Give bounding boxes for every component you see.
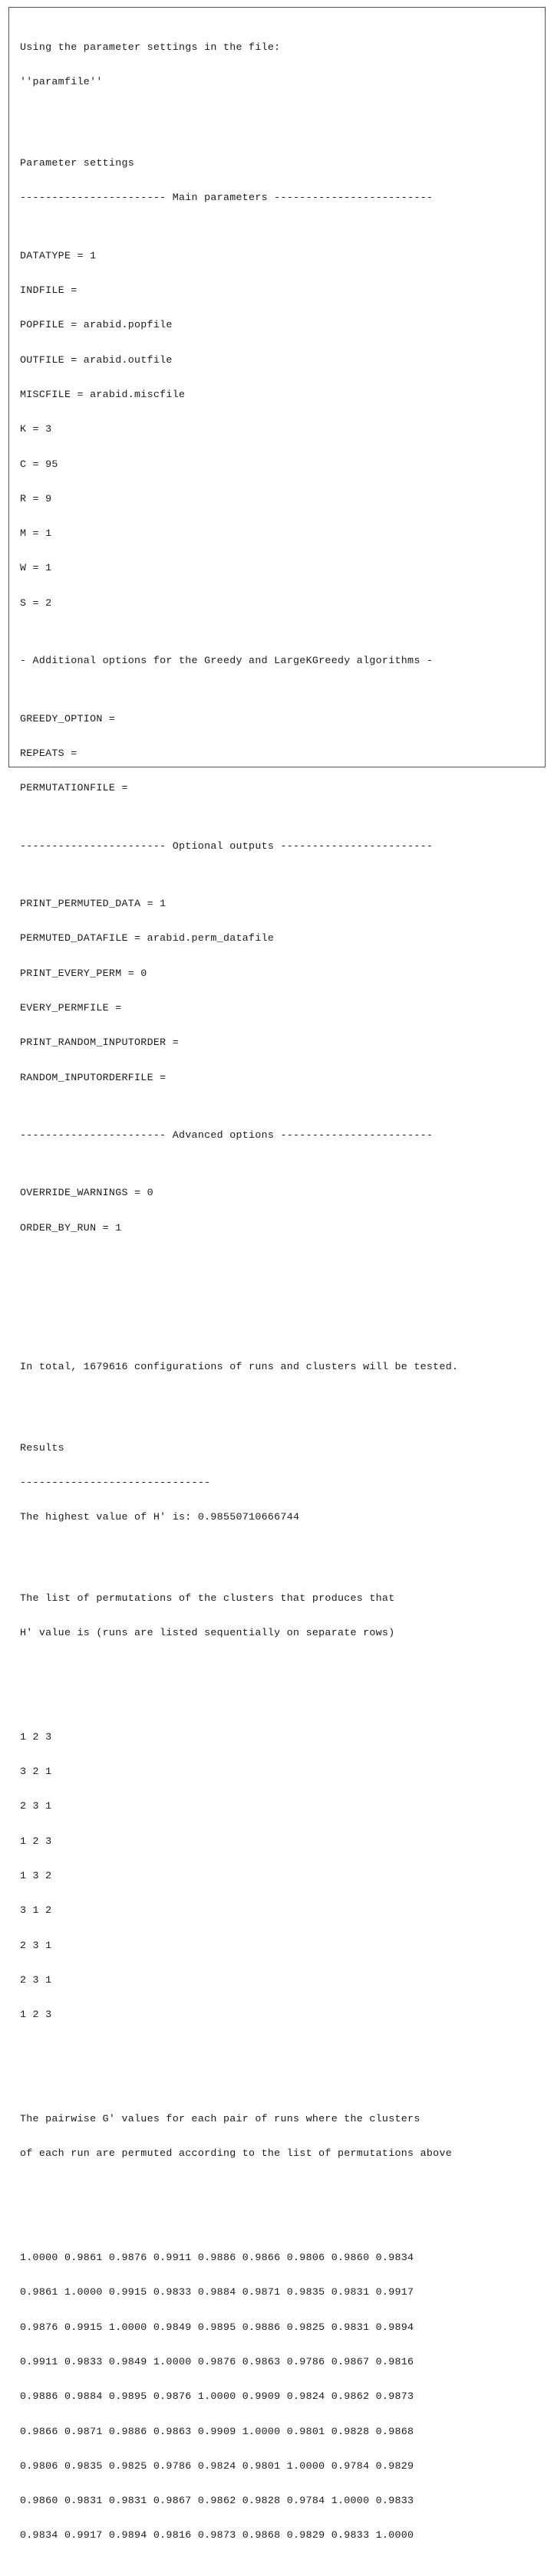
parameter-line: S = 2: [20, 596, 52, 609]
parameter-line: MISCFILE = arabid.miscfile: [20, 389, 186, 400]
advanced-options-list: [20, 1164, 542, 1257]
parameter-line: EVERY_PERMFILE =: [20, 1001, 122, 1014]
parameter-line: GREEDY_OPTION =: [20, 712, 116, 724]
parameter-line: PRINT_EVERY_PERM = 0: [20, 967, 147, 979]
parameter-line: OUTFILE = arabid.outfile: [20, 353, 173, 366]
blank-line: [20, 1546, 542, 1557]
matrix-row: 0.9861 1.0000 0.9915 0.9833 0.9884 0.9871 0.9835 0.9831 0.9917: [20, 2286, 414, 2298]
parameter-line: DATATYPE = 1: [20, 249, 97, 261]
main-parameters-separator: ----------------------- Main parameters -------------------------: [20, 192, 434, 204]
permutation-row: 1 2 3: [20, 1730, 52, 1743]
matrix-row: 0.9886 0.9884 0.9895 0.9876 1.0000 0.9909 0.9824 0.9862 0.9873: [20, 2390, 414, 2403]
matrix-row: 1.0000 0.9861 0.9876 0.9911 0.9886 0.9866 0.9806 0.9860 0.9834: [20, 2252, 414, 2264]
pairwise-matrix: [20, 2229, 542, 2564]
parameter-line: REPEATS =: [20, 747, 77, 759]
parameter-line: PERMUTATIONFILE =: [20, 782, 128, 794]
greedy-options-list: [20, 689, 542, 816]
results-heading: Results: [20, 1441, 64, 1454]
parameter-line: ORDER_BY_RUN = 1: [20, 1221, 122, 1234]
permutations-intro: The list of permutations of the clusters that produces that: [20, 1592, 395, 1604]
permutation-row: 2 3 1: [20, 1800, 52, 1812]
permutations-list: [20, 1708, 542, 2044]
blank-line: [20, 1661, 542, 1673]
parameter-line: RANDOM_INPUTORDERFILE =: [20, 1071, 167, 1083]
matrix-row: 0.9806 0.9835 0.9825 0.9786 0.9824 0.9801 1.0000 0.9784 0.9829: [20, 2459, 414, 2472]
blank-line: [20, 1315, 542, 1326]
results-separator: ------------------------------: [20, 1476, 211, 1488]
output-document: [20, 18, 542, 2576]
permutation-row: 3 1 2: [20, 1904, 52, 1917]
advanced-options-separator: ----------------------- Advanced options ------------------------: [20, 1129, 434, 1141]
blank-line: [20, 2067, 542, 2078]
highest-h-value-line: The highest value of H' is: 0.98550710666744: [20, 1511, 300, 1523]
matrix-row: 0.9866 0.9871 0.9886 0.9863 0.9909 1.0000 0.9801 0.9828 0.9868: [20, 2425, 414, 2437]
blank-line: [20, 1395, 542, 1407]
main-parameters-list: [20, 227, 542, 632]
pairwise-intro: The pairwise G' values for each pair of runs where the clusters: [20, 2112, 420, 2124]
permutation-row: 1 2 3: [20, 2009, 52, 2021]
matrix-row: 0.9911 0.9833 0.9849 1.0000 0.9876 0.9863 0.9786 0.9867 0.9816: [20, 2355, 414, 2367]
matrix-row: 0.9876 0.9915 1.0000 0.9849 0.9895 0.9886 0.9825 0.9831 0.9894: [20, 2321, 414, 2333]
parameter-line: M = 1: [20, 527, 52, 540]
permutation-row: 3 2 1: [20, 1766, 52, 1778]
matrix-row: 0.9834 0.9917 0.9894 0.9816 0.9873 0.9868 0.9829 0.9833 1.0000: [20, 2529, 414, 2542]
total-configurations-line: In total, 1679616 configurations of runs and clusters will be tested.: [20, 1360, 459, 1372]
parameter-line: PRINT_RANDOM_INPUTORDER =: [20, 1037, 179, 1049]
permutation-row: 2 3 1: [20, 1939, 52, 1951]
parameter-line: W = 1: [20, 562, 52, 574]
permutations-intro: H' value is (runs are listed sequentially on separate rows): [20, 1627, 395, 1639]
greedy-options-separator: - Additional options for the Greedy and LargeKGreedy algorithms -: [20, 655, 434, 667]
blank-line: [20, 1280, 542, 1291]
permutation-row: 1 3 2: [20, 1870, 52, 1881]
matrix-row: 0.9860 0.9831 0.9831 0.9867 0.9862 0.9828 0.9784 1.0000 0.9833: [20, 2495, 414, 2507]
parameter-line: POPFILE = arabid.popfile: [20, 319, 173, 331]
parameter-line: PERMUTED_DATAFILE = arabid.perm_datafile: [20, 932, 275, 945]
parameter-line: R = 9: [20, 492, 52, 504]
optional-outputs-separator: ----------------------- Optional outputs ------------------------: [20, 840, 434, 852]
optional-outputs-list: [20, 875, 542, 1106]
parameter-line: PRINT_PERMUTED_DATA = 1: [20, 898, 167, 910]
paramfile-name: ''paramfile'': [20, 76, 103, 88]
blank-line: [20, 2183, 542, 2194]
blank-line: [20, 111, 542, 123]
parameter-line: INDFILE =: [20, 284, 77, 297]
permutation-row: 2 3 1: [20, 1973, 52, 1986]
parameters-heading: Parameter settings: [20, 157, 135, 169]
parameter-line: C = 95: [20, 458, 58, 470]
parameter-line: OVERRIDE_WARNINGS = 0: [20, 1187, 153, 1199]
pairwise-intro: of each run are permuted according to the list of permutations above: [20, 2147, 453, 2160]
parameter-line: K = 3: [20, 423, 52, 435]
intro-line: Using the parameter settings in the file:: [20, 41, 281, 54]
permutation-row: 1 2 3: [20, 1835, 52, 1847]
